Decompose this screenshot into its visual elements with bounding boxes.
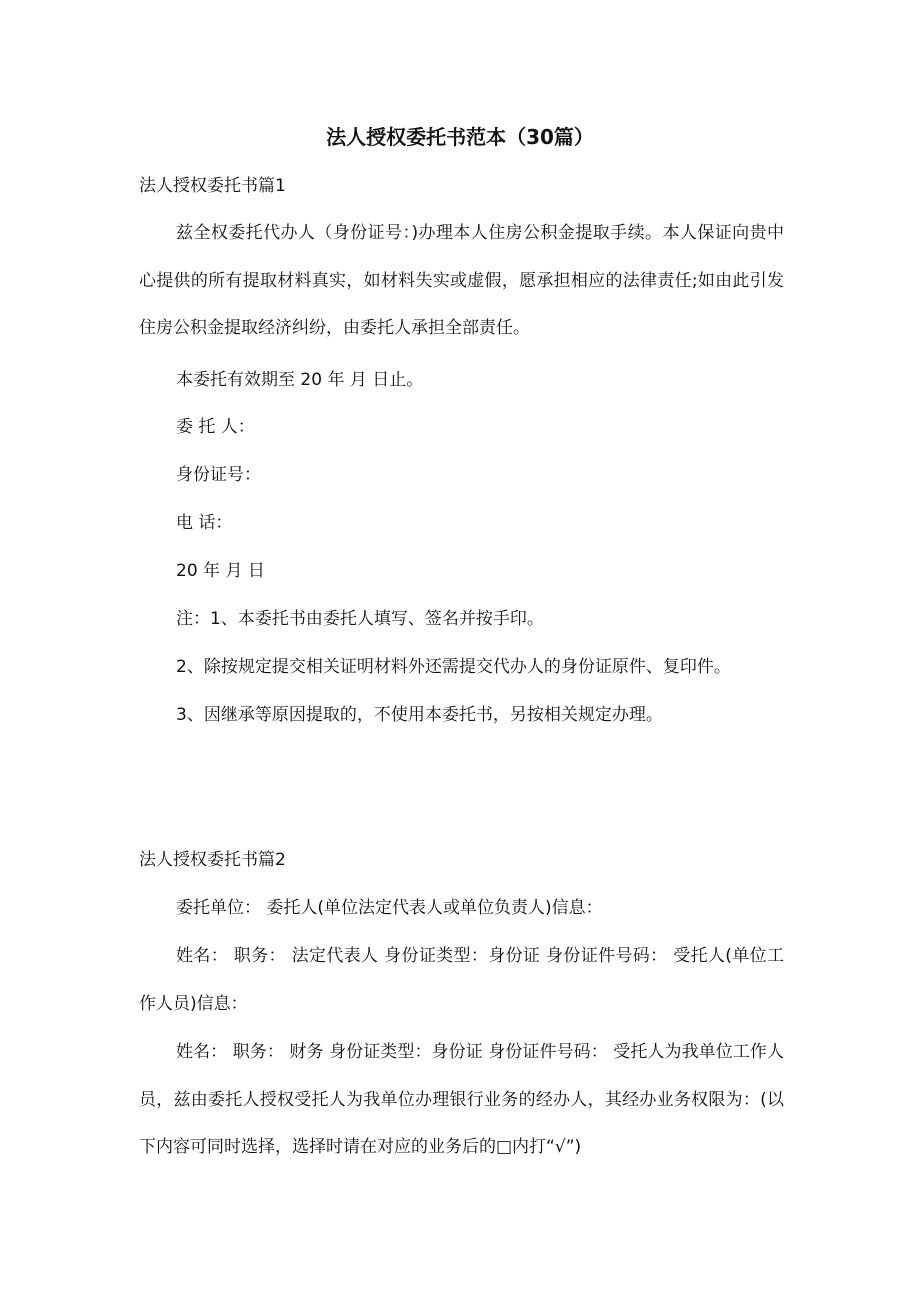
phone-line: 电 话： [176, 513, 233, 533]
principal-line: 委 托 人： [176, 417, 255, 437]
id-number-line: 身份证号： [176, 465, 261, 485]
section-1-paragraph: 兹全权委托代办人（身份证号：)办理本人住房公积金提取手续。本人保证向贵中心提供的所有提取材料真实，如材料失实或虚假，愿承担相应的法律责任;如由此引发住房公积金提取经济纠纷，由委托人承担全部责任。 [139, 223, 784, 338]
note-3: 3、因继承等原因提取的，不使用本委托书，另按相关规定办理。 [176, 705, 663, 725]
date-line: 20 年 月 日 [176, 561, 265, 581]
note-1: 注：1、本委托书由委托人填写、签名并按手印。 [176, 609, 544, 629]
section-1-heading: 法人授权委托书篇1 [139, 176, 286, 196]
note-2: 2、除按规定提交相关证明材料外还需提交代办人的身份证原件、复印件。 [176, 657, 731, 677]
document-title: 法人授权委托书范本（30篇） [326, 125, 594, 149]
section-2-heading: 法人授权委托书篇2 [139, 850, 286, 870]
section-2-paragraph-1: 姓名： 职务： 法定代表人 身份证类型：身份证 身份证件号码： 受托人(单位工作人员)信息： [139, 946, 784, 1014]
unit-line: 委托单位： 委托人(单位法定代表人或单位负责人)信息： [176, 898, 603, 918]
section-2-paragraph-2: 姓名： 职务： 财务 身份证类型：身份证 身份证件号码： 受托人为我单位工作人员，兹由委托人授权受托人为我单位办理银行业务的经办人，其经办业务权限为：(以下内容可同时选择，选择时请在对应的业务后的□内打“√”) [139, 1042, 784, 1157]
validity-line: 本委托有效期至 20 年 月 日止。 [176, 370, 424, 390]
